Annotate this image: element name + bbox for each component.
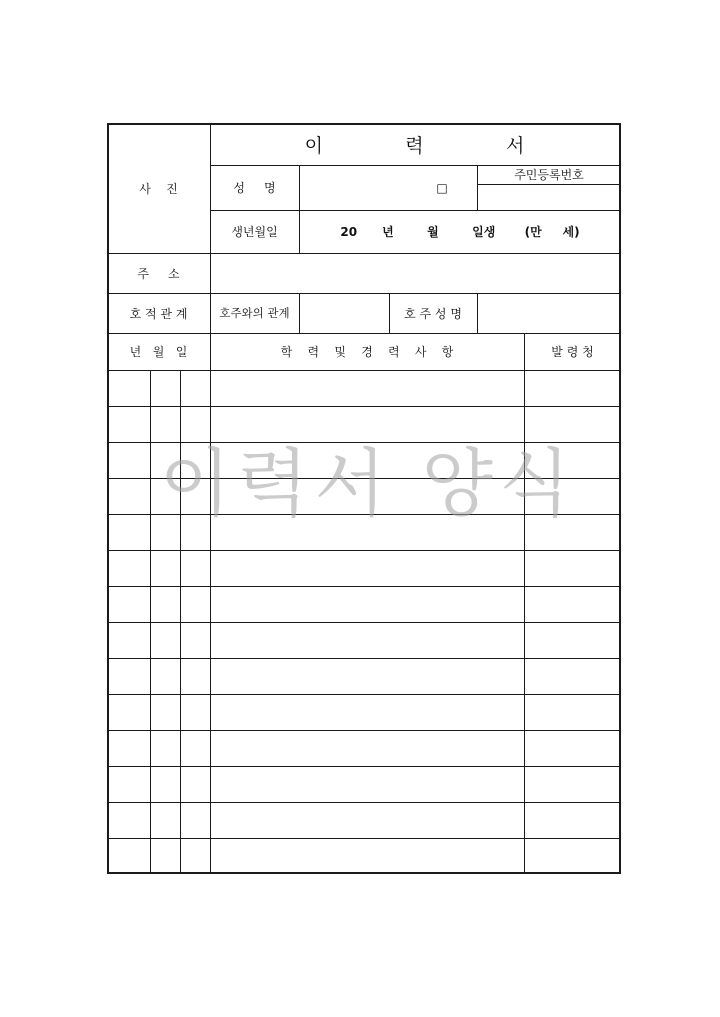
table-row-divider <box>107 766 621 767</box>
family-relation-label: 호 적 관 계 <box>129 306 188 321</box>
table-row-divider <box>107 694 621 695</box>
table-row-divider <box>107 406 621 407</box>
table-row-divider <box>107 514 621 515</box>
divider <box>299 293 300 333</box>
photo-cell-label: 사 진 <box>139 181 178 196</box>
divider <box>477 293 478 333</box>
table-row-divider <box>107 478 621 479</box>
divider <box>180 370 181 874</box>
relation-to-head-label: 호주와의 관계 <box>219 306 290 320</box>
divider <box>150 370 151 874</box>
name-label: 성 명 <box>233 181 276 195</box>
head-name-label: 호 주 성 명 <box>404 306 462 321</box>
watermark: 이력서 양식 <box>159 441 577 527</box>
divider <box>107 370 621 371</box>
divider <box>524 333 525 874</box>
form-title: 이 력 서 <box>304 134 527 157</box>
table-row-divider <box>107 622 621 623</box>
table-row-divider <box>107 658 621 659</box>
history-column-header: 학 력 및 경 력 사 항 <box>280 345 454 359</box>
address-label: 주 소 <box>137 266 180 281</box>
divider <box>210 333 211 874</box>
address-field[interactable] <box>211 254 621 293</box>
birthdate-value[interactable]: 20 년 월 일생 (만 세) <box>340 225 580 239</box>
table-row-divider <box>107 730 621 731</box>
date-column-header: 년 월 일 <box>129 345 188 359</box>
resident-number-field[interactable] <box>477 185 621 210</box>
birthdate-label: 생년월일 <box>231 225 278 239</box>
name-checkbox[interactable]: □ <box>436 181 448 195</box>
table-row-divider <box>107 586 621 587</box>
issuer-column-header: 발 령 청 <box>551 345 594 359</box>
resident-number-label: 주민등록번호 <box>514 168 584 182</box>
table-row-divider <box>107 442 621 443</box>
table-row-divider <box>107 550 621 551</box>
table-row-divider <box>107 802 621 803</box>
table-row-divider <box>107 838 621 839</box>
